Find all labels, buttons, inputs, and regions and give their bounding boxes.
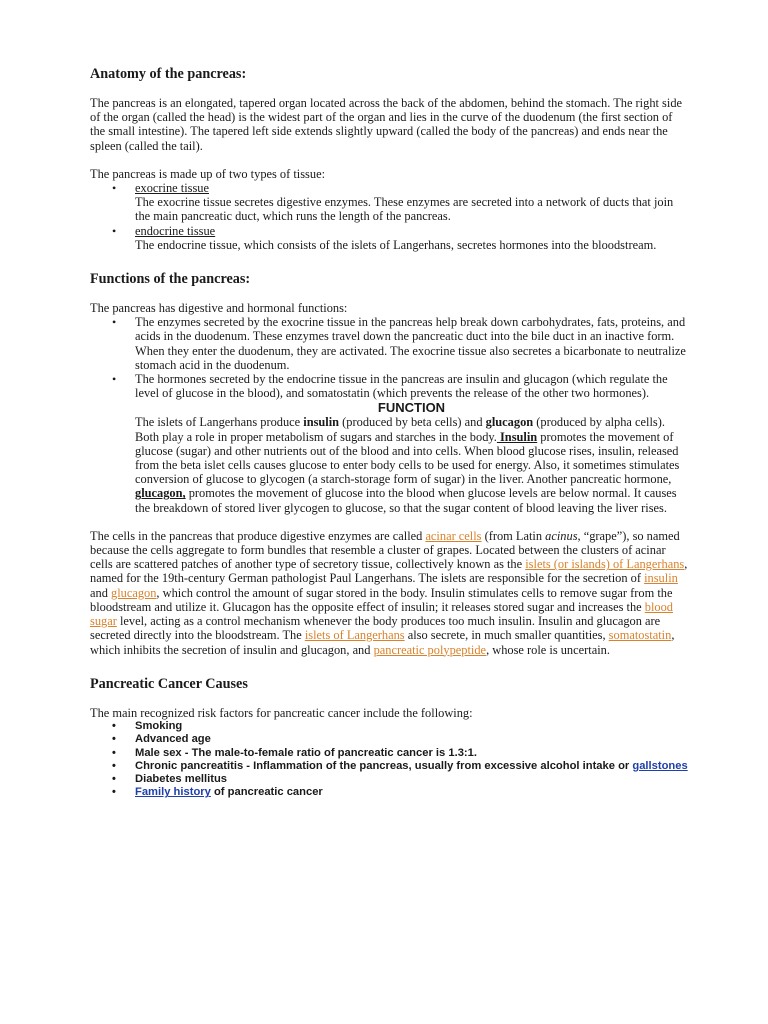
gallstones-link[interactable]: gallstones	[632, 759, 688, 772]
exocrine-tissue-link[interactable]: exocrine tissue	[135, 181, 209, 196]
acinar-cells-link[interactable]: acinar cells	[425, 528, 482, 543]
list-item: • Smoking	[90, 720, 688, 733]
exocrine-tissue-text: The exocrine tissue secretes digestive enzymes. These enzymes are secreted into a network of ducts that join the main pancreatic duct, which runs the length of the pancreas.	[135, 195, 674, 224]
function-paragraph: The islets of Langerhans produce insulin (produced by beta cells) and glucagon (produced by alpha cells). Both play a role in proper metabolism of sugars and starches in the body. Insulin promotes the movement of glucose (sugar) and other nutrients out of the blood and into cells. When blood glucose rises, insulin, released from the beta islet cells causes glucose to enter body cells to be used for energy. Also, it sometimes stimulates conversion of glucose to glycogen (a starch-storage form of sugar) in the liver. Another pancreatic hormone, glucagon, promotes the movement of glucose into the blood when glucose levels are below normal. It causes the breakdown of stored liver glycogen to glucose, so that the sugar content of blood leaving the liver rises.	[135, 415, 680, 515]
endocrine-tissue-link[interactable]: endocrine tissue	[135, 223, 216, 238]
anatomy-heading: Anatomy of the pancreas:	[90, 66, 247, 82]
list-item	[90, 224, 688, 252]
tissue-intro: The pancreas is made up of two types of tissue:	[90, 166, 326, 181]
glucagon-link[interactable]: glucagon	[111, 585, 157, 600]
glucagon-term-2: glucagon,	[135, 486, 186, 501]
functions-list	[90, 315, 688, 400]
anatomy-intro: The pancreas is an elongated, tapered organ located across the back of the abdomen, behind the stomach. The right side of the organ (called the head) is the widest part of the organ and lies in the curve of the duodenum (the first section of the small intestine). The tapered left side extends slightly upward (called the body of the pancreas) and ends near the spleen (called the tail).	[90, 96, 683, 153]
family-history-link[interactable]: Family history	[135, 786, 211, 799]
list-item: • Advanced age	[90, 733, 688, 746]
cells-paragraph: The cells in the pancreas that produce digestive enzymes are called acinar cells (from Latin acinus, “grape”), so named because the cells aggregate to form bundles that resemble a cluster of grapes. Located between the clusters of acinar cells are scattered patches of another type of secretory tissue, collectively known as the islets (or islands) of Langerhans, named for the 19th-century German pathologist Paul Langerhans. The islets are responsible for the secretion of insulin and glucagon, which control the amount of sugar stored in the body. Insulin stimulates cells to remove sugar from the bloodstream and utilize it. Glucagon has the opposite effect of insulin; it releases stored sugar and increases the blood sugar level, acting as a control mechanism whenever the body produces too much insulin. Insulin and glucagon are secreted directly into the bloodstream. The islets of Langerhans also secrete, in much smaller quantities, somatostatin, which inhibits the secretion of insulin and glucagon, and pancreatic polypeptide, whose role is uncertain.	[90, 528, 688, 657]
tissue-list	[90, 181, 688, 252]
list-item: • Family history of pancreatic cancer	[90, 786, 688, 799]
blood-sugar-link[interactable]: blood sugar	[90, 599, 674, 629]
endocrine-tissue-text: The endocrine tissue, which consists of the islets of Langerhans, secretes hormones into the bloodstream.	[135, 237, 657, 252]
risk-factors-list	[90, 720, 688, 800]
islets-link-2[interactable]: islets of Langerhans	[304, 628, 405, 643]
insulin-term-2: Insulin	[496, 429, 538, 444]
insulin-link[interactable]: insulin	[644, 571, 678, 586]
document-body	[90, 66, 688, 800]
insulin-term: insulin	[303, 415, 340, 430]
list-item: • The hormones secreted by the endocrine tissue in the pancreas are insulin and glucagon (which regulate the level of glucose in the blood), and somatostatin (which prevents the release of the other two hormones).	[90, 372, 688, 400]
list-item	[90, 181, 688, 224]
cancer-intro: The main recognized risk factors for pancreatic cancer include the following:	[90, 705, 473, 720]
somatostatin-link[interactable]: somatostatin	[608, 628, 672, 643]
functions-intro: The pancreas has digestive and hormonal functions:	[90, 301, 348, 316]
pancreatic-polypeptide-link[interactable]: pancreatic polypeptide	[373, 642, 487, 657]
glucagon-term: glucagon	[485, 415, 534, 430]
cancer-heading: Pancreatic Cancer Causes	[90, 675, 248, 692]
functions-heading: Functions of the pancreas:	[90, 271, 251, 288]
function-heading: FUNCTION	[377, 400, 446, 416]
islets-of-langerhans-link[interactable]: islets (or islands) of Langerhans	[525, 557, 685, 572]
list-item: • The enzymes secreted by the exocrine tissue in the pancreas help break down carbohydrates, fats, proteins, and acids in the duodenum. These enzymes travel down the pancreatic duct into the bile duct in an inactive form. When they enter the duodenum, they are activated. The exocrine tissue also secretes a bicarbonate to neutralize stomach acid in the duodenum.	[90, 315, 688, 372]
list-item: • Chronic pancreatitis - Inflammation of the pancreas, usually from excessive alcohol intake or gallstones	[90, 760, 688, 773]
list-item: • Diabetes mellitus	[90, 773, 688, 786]
list-item: • Male sex - The male-to-female ratio of pancreatic cancer is 1.3:1.	[90, 747, 688, 760]
